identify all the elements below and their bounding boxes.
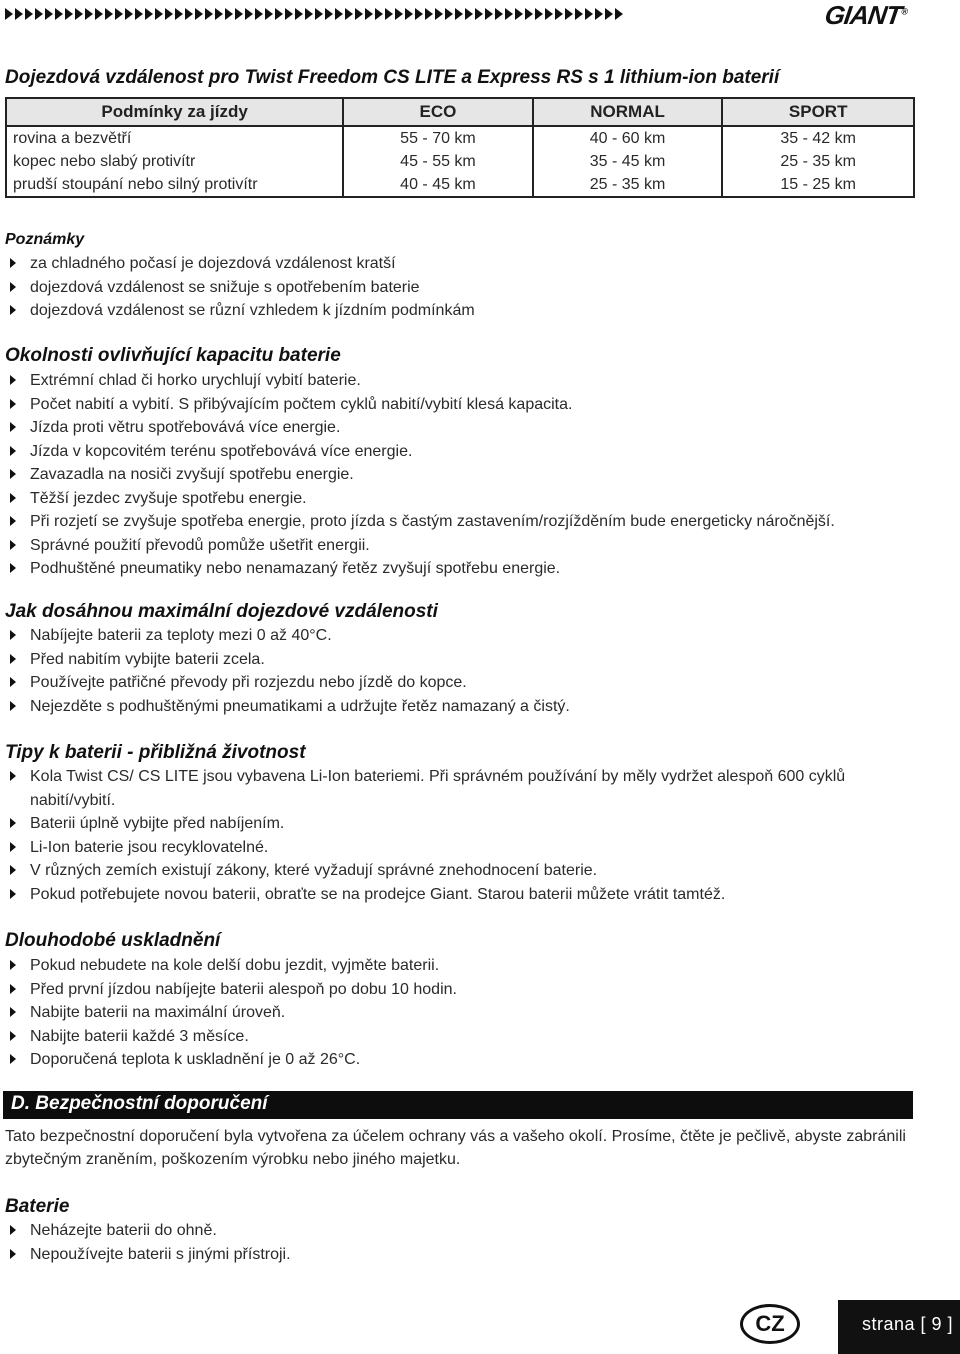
- arrow-icon: [385, 8, 393, 20]
- column-header: NORMAL: [533, 98, 723, 126]
- list-item-text: Extrémní chlad či horko urychlují vybití baterie.: [30, 372, 361, 389]
- arrow-icon: [445, 8, 453, 20]
- list-item: [8, 812, 918, 836]
- arrow-icon: [145, 8, 153, 20]
- bullet-arrow-icon: [10, 399, 16, 409]
- list-item: [8, 252, 918, 276]
- arrow-icon: [455, 8, 463, 20]
- battery-tips-list: [8, 765, 918, 906]
- list-item: [8, 487, 918, 511]
- header-arrow-strip: [5, 6, 765, 22]
- bullet-arrow-icon: [10, 1225, 16, 1235]
- list-item-text: Počet nabití a vybití. S přibývajícím počtem cyklů nabití/vybití klesá kapacita.: [30, 395, 573, 413]
- bullet-arrow-icon: [10, 1249, 16, 1259]
- arrow-icon: [565, 8, 573, 20]
- bullet-arrow-icon: [10, 818, 16, 828]
- arrow-icon: [135, 8, 143, 20]
- battery-safety-title: Baterie: [5, 1196, 70, 1217]
- list-item-text: Nejezděte s podhuštěnými pneumatikami a udržujte řetěz namazaný a čistý.: [30, 697, 570, 715]
- arrow-icon: [125, 8, 133, 20]
- list-item: [8, 534, 918, 558]
- list-item: [8, 648, 918, 672]
- country-badge: CZ: [740, 1304, 800, 1344]
- bullet-arrow-icon: [10, 1031, 16, 1041]
- column-header: Podmínky za jízdy: [6, 98, 343, 126]
- bullet-arrow-icon: [10, 889, 16, 899]
- arrow-icon: [315, 8, 323, 20]
- list-item-text: Podhuštěné pneumatiky nebo nenamazaný řetěz zvyšují spotřebu energie.: [30, 560, 561, 577]
- arrow-icon: [195, 8, 203, 20]
- arrow-icon: [225, 8, 233, 20]
- list-item: [8, 557, 918, 581]
- list-item-text: Těžší jezdec zvyšuje spotřebu energie.: [30, 489, 307, 507]
- table-cell: 25 - 35 km: [533, 173, 723, 197]
- arrow-icon: [365, 8, 373, 20]
- range-section-title: Dojezdová vzdálenost pro Twist Freedom CS LITE a Express RS s 1 lithium-ion baterií: [5, 67, 780, 88]
- arrow-icon: [175, 8, 183, 20]
- arrow-icon: [375, 8, 383, 20]
- bullet-arrow-icon: [10, 258, 16, 268]
- list-item-text: Nabijte baterii každé 3 měsíce.: [30, 1027, 249, 1045]
- arrow-icon: [415, 8, 423, 20]
- bullet-arrow-icon: [10, 540, 16, 550]
- max-range-title: Jak dosáhnou maximální dojezdové vzdálenosti: [5, 601, 438, 622]
- range-table: [5, 97, 915, 198]
- storage-list: [8, 954, 918, 1072]
- arrow-icon: [495, 8, 503, 20]
- arrow-icon: [605, 8, 613, 20]
- list-item: [8, 624, 918, 648]
- arrow-icon: [525, 8, 533, 20]
- table-cell: 55 - 70 km: [343, 126, 533, 150]
- arrow-icon: [235, 8, 243, 20]
- arrow-icon: [215, 8, 223, 20]
- table-cell: 40 - 60 km: [533, 126, 723, 150]
- arrow-icon: [475, 8, 483, 20]
- safety-intro: Tato bezpečnostní doporučení byla vytvořena za účelem ochrany vás a vašeho okolí. Prosíme, čtěte je pečlivě, abyste zabránili zbytečným zraněním, poškozením výrobku nebo jiného majetku.: [5, 1128, 906, 1168]
- notes-list: [8, 252, 918, 323]
- list-item: [8, 369, 918, 393]
- column-header: ECO: [343, 98, 533, 126]
- bullet-arrow-icon: [10, 563, 16, 573]
- arrow-icon: [395, 8, 403, 20]
- notes-title: Poznámky: [5, 231, 85, 248]
- column-header: SPORT: [722, 98, 914, 126]
- list-item: [8, 671, 918, 695]
- arrow-icon: [185, 8, 193, 20]
- list-item-text: Neházejte baterii do ohně.: [30, 1222, 217, 1239]
- battery-safety-list: [8, 1219, 918, 1266]
- max-range-list: [8, 624, 918, 718]
- list-item-text: Zavazadla na nosiči zvyšují spotřebu energie.: [30, 466, 354, 483]
- arrow-icon: [15, 8, 23, 20]
- table-row: [6, 126, 914, 150]
- safety-banner-title: D. Bezpečnostní doporučení: [11, 1093, 268, 1114]
- list-item-text: Pokud nebudete na kole delší dobu jezdit, vyjměte baterii.: [30, 957, 440, 974]
- arrow-icon: [275, 8, 283, 20]
- arrow-icon: [45, 8, 53, 20]
- arrow-icon: [95, 8, 103, 20]
- arrow-icon: [255, 8, 263, 20]
- table-cell: prudší stoupání nebo silný protivítr: [6, 173, 343, 197]
- list-item: [8, 836, 918, 860]
- bullet-arrow-icon: [10, 516, 16, 526]
- storage-title: Dlouhodobé uskladnění: [5, 930, 221, 951]
- bullet-arrow-icon: [10, 422, 16, 432]
- arrow-icon: [575, 8, 583, 20]
- table-cell: kopec nebo slabý protivítr: [6, 150, 343, 173]
- arrow-icon: [505, 8, 513, 20]
- safety-banner: [3, 1091, 913, 1119]
- arrow-icon: [485, 8, 493, 20]
- table-cell: rovina a bezvětří: [6, 126, 343, 150]
- bullet-arrow-icon: [10, 630, 16, 640]
- table-row: [6, 150, 914, 173]
- arrow-icon: [5, 8, 13, 20]
- list-item: [8, 510, 918, 534]
- arrow-icon: [555, 8, 563, 20]
- bullet-arrow-icon: [10, 701, 16, 711]
- list-item: [8, 1025, 918, 1049]
- arrow-icon: [335, 8, 343, 20]
- list-item-text: Pokud potřebujete novou baterii, obraťte se na prodejce Giant. Starou baterii můžete vrátit tamtéž.: [30, 885, 726, 903]
- arrow-icon: [85, 8, 93, 20]
- arrow-icon: [345, 8, 353, 20]
- list-item: [8, 765, 918, 812]
- list-item-text: Baterii úplně vybijte před nabíjením.: [30, 815, 285, 832]
- arrow-icon: [545, 8, 553, 20]
- arrow-icon: [265, 8, 273, 20]
- arrow-icon: [435, 8, 443, 20]
- bullet-arrow-icon: [10, 677, 16, 687]
- arrow-icon: [285, 8, 293, 20]
- list-item: [8, 416, 918, 440]
- arrow-icon: [425, 8, 433, 20]
- list-item-text: Jízda proti větru spotřebovává více energie.: [30, 419, 341, 436]
- list-item: [8, 1243, 918, 1267]
- list-item-text: za chladného počasí je dojezdová vzdálenost kratší: [30, 255, 396, 272]
- list-item-text: Nabijte baterii na maximální úroveň.: [30, 1004, 286, 1021]
- bullet-arrow-icon: [10, 984, 16, 994]
- capacity-title: Okolnosti ovlivňující kapacitu baterie: [5, 345, 341, 366]
- arrow-icon: [25, 8, 33, 20]
- list-item-text: Nepoužívejte baterii s jinými přístroji.: [30, 1245, 291, 1263]
- list-item-text: V různých zemích existují zákony, které vyžadují správné znehodnocení baterie.: [30, 862, 598, 879]
- table-cell: 45 - 55 km: [343, 150, 533, 173]
- arrow-icon: [75, 8, 83, 20]
- arrow-icon: [115, 8, 123, 20]
- arrow-icon: [535, 8, 543, 20]
- arrow-icon: [165, 8, 173, 20]
- capacity-list: [8, 369, 918, 581]
- arrow-icon: [615, 8, 623, 20]
- table-cell: 25 - 35 km: [722, 150, 914, 173]
- list-item-text: Správné použití převodů pomůže ušetřit energii.: [30, 536, 370, 554]
- list-item-text: Nabíjejte baterii za teploty mezi 0 až 40°C.: [30, 627, 332, 644]
- table-cell: 35 - 45 km: [533, 150, 723, 173]
- list-item-text: dojezdová vzdálenost se snižuje s opotřebením baterie: [30, 278, 420, 296]
- bullet-arrow-icon: [10, 375, 16, 385]
- page-number-box: [838, 1300, 960, 1354]
- list-item: [8, 1219, 918, 1243]
- arrow-icon: [515, 8, 523, 20]
- bullet-arrow-icon: [10, 771, 16, 781]
- bullet-arrow-icon: [10, 446, 16, 456]
- arrow-icon: [55, 8, 63, 20]
- bullet-arrow-icon: [10, 654, 16, 664]
- table-cell: 35 - 42 km: [722, 126, 914, 150]
- list-item-text: Před první jízdou nabíjejte baterii alespoň po dobu 10 hodin.: [30, 980, 457, 998]
- bullet-arrow-icon: [10, 1054, 16, 1064]
- arrow-icon: [325, 8, 333, 20]
- table-row: [6, 173, 914, 197]
- table-cell: 15 - 25 km: [722, 173, 914, 197]
- arrow-icon: [65, 8, 73, 20]
- page-number: strana [ 9 ]: [862, 1314, 954, 1334]
- table-cell: 40 - 45 km: [343, 173, 533, 197]
- list-item-text: Používejte patřičné převody při rozjezdu nebo jízdě do kopce.: [30, 674, 467, 691]
- list-item-text: dojezdová vzdálenost se různí vzhledem k jízdním podmínkám: [30, 302, 475, 319]
- list-item-text: Doporučená teplota k uskladnění je 0 až 26°C.: [30, 1051, 361, 1068]
- arrow-icon: [405, 8, 413, 20]
- list-item-text: Jízda v kopcovitém terénu spotřebovává více energie.: [30, 442, 413, 460]
- list-item-text: Před nabitím vybijte baterii zcela.: [30, 650, 265, 668]
- list-item: [8, 463, 918, 487]
- list-item: [8, 954, 918, 978]
- list-item: [8, 883, 918, 907]
- arrow-icon: [245, 8, 253, 20]
- bullet-arrow-icon: [10, 842, 16, 852]
- bullet-arrow-icon: [10, 469, 16, 479]
- arrow-icon: [105, 8, 113, 20]
- arrow-icon: [305, 8, 313, 20]
- list-item: [8, 299, 918, 323]
- list-item: [8, 1048, 918, 1072]
- bullet-arrow-icon: [10, 493, 16, 503]
- arrow-icon: [35, 8, 43, 20]
- arrow-icon: [465, 8, 473, 20]
- bullet-arrow-icon: [10, 960, 16, 970]
- giant-logo: GIANT®: [823, 0, 910, 30]
- list-item: [8, 859, 918, 883]
- list-item: [8, 393, 918, 417]
- arrow-icon: [205, 8, 213, 20]
- battery-tips-title: Tipy k baterii - přibližná životnost: [5, 742, 306, 763]
- list-item-text: Li-Ion baterie jsou recyklovatelné.: [30, 838, 269, 856]
- table-header-row: [6, 98, 914, 126]
- arrow-icon: [355, 8, 363, 20]
- bullet-arrow-icon: [10, 282, 16, 292]
- list-item: [8, 695, 918, 719]
- bullet-arrow-icon: [10, 305, 16, 315]
- list-item-text: Kola Twist CS/ CS LITE jsou vybavena Li-Ion bateriemi. Při správném používání by měly vydržet alespoň 600 cyklů nabití/vybití.: [30, 768, 846, 809]
- list-item: [8, 440, 918, 464]
- list-item: [8, 1001, 918, 1025]
- arrow-icon: [585, 8, 593, 20]
- list-item-text: Při rozjetí se zvyšuje spotřeba energie, proto jízda s častým zastavením/rozjížděním bude energeticky náročnější.: [30, 513, 835, 530]
- bullet-arrow-icon: [10, 865, 16, 875]
- arrow-icon: [295, 8, 303, 20]
- bullet-arrow-icon: [10, 1007, 16, 1017]
- list-item: [8, 276, 918, 300]
- list-item: [8, 978, 918, 1002]
- arrow-icon: [155, 8, 163, 20]
- arrow-icon: [595, 8, 603, 20]
